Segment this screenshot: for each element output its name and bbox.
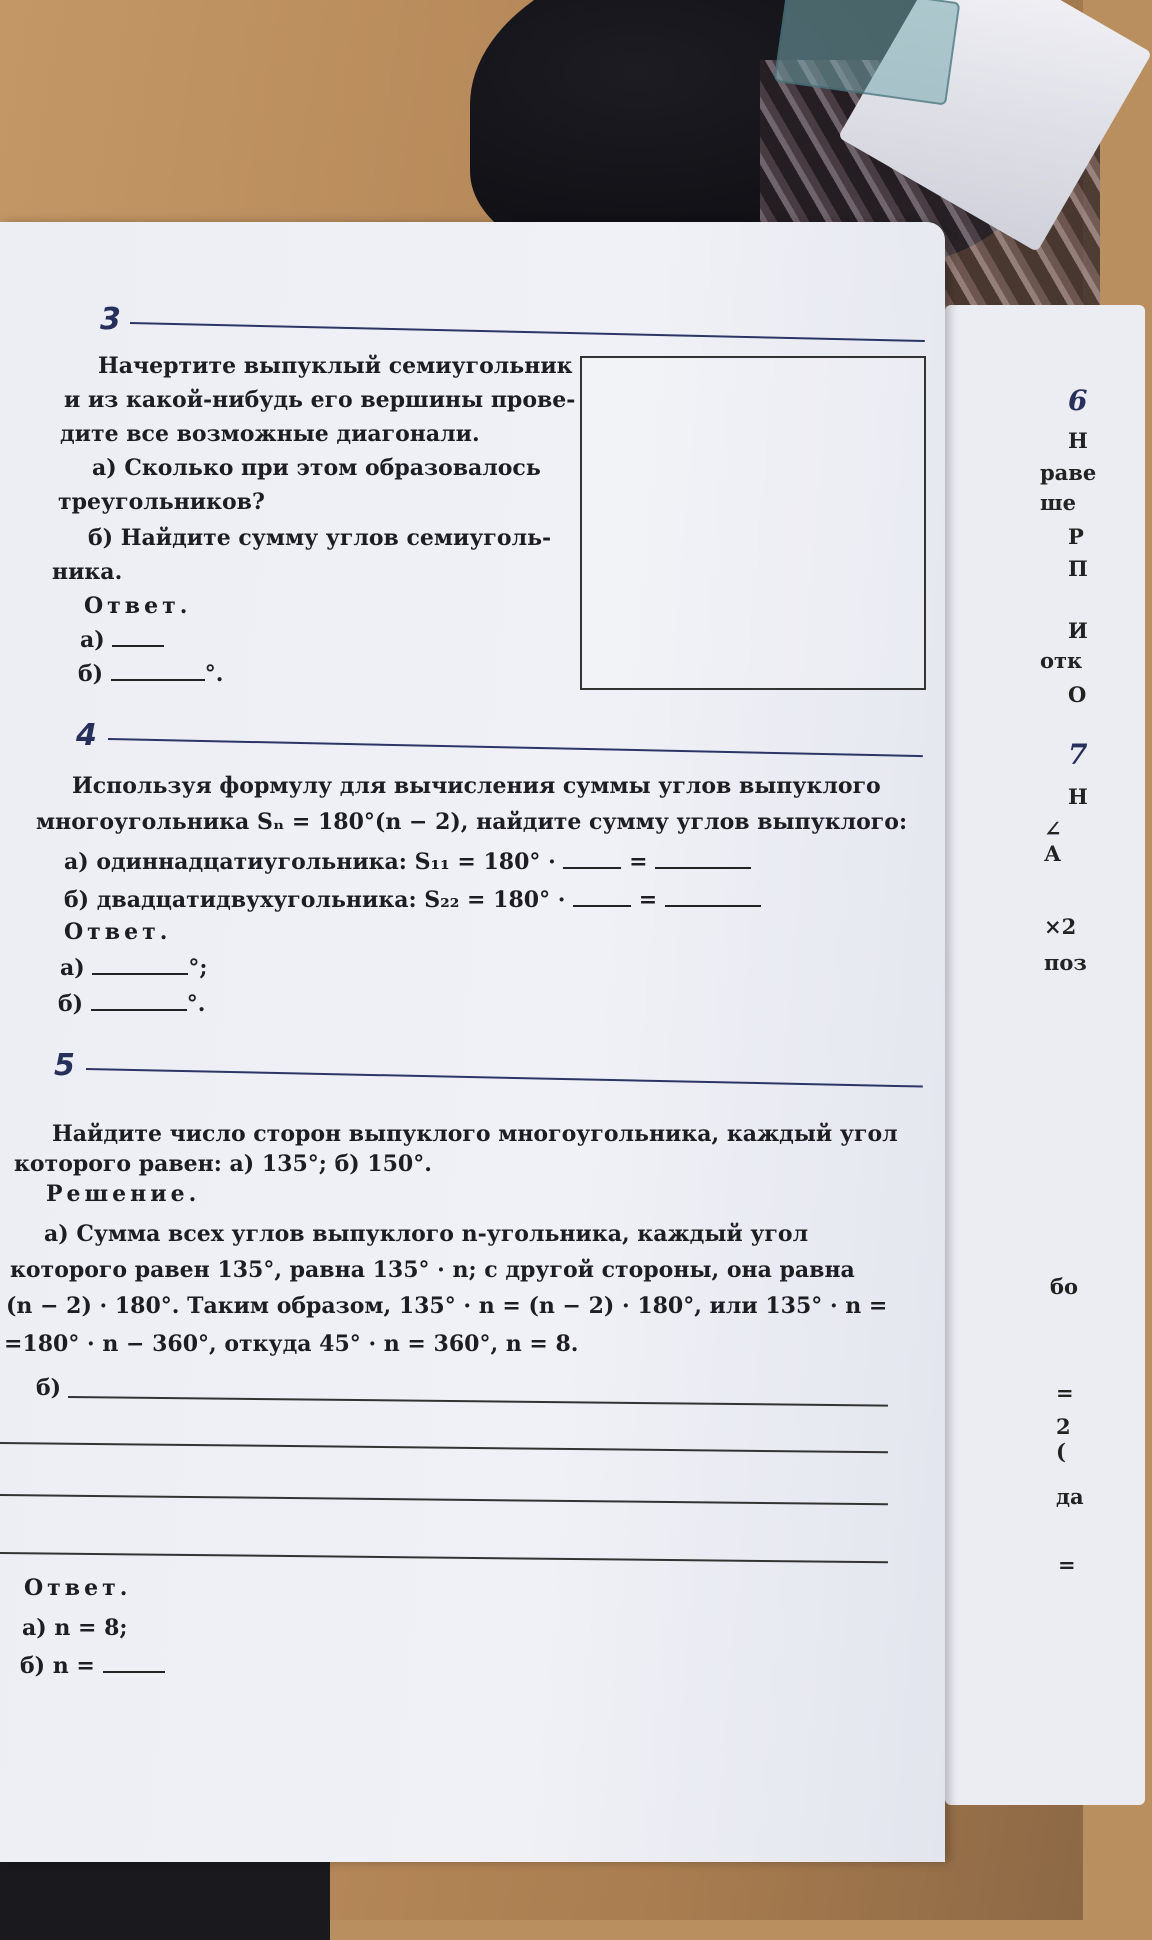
right-fragment-0: 6 <box>1068 384 1088 417</box>
task4-line-1: Используя формулу для вычисления суммы углов выпуклого <box>72 773 881 799</box>
task5-answer-b-blank[interactable] <box>103 1671 165 1673</box>
task4-answer-a-blank[interactable] <box>92 973 188 975</box>
task4-answer-a-label: а) <box>60 955 85 981</box>
right-fragment-11: ∠ А <box>1044 816 1062 866</box>
right-fragment-7: отк <box>1040 648 1083 673</box>
right-fragment-3: ше <box>1040 490 1076 515</box>
task5-b-label: б) <box>36 1375 62 1401</box>
task3-line-5: треугольников? <box>58 489 265 515</box>
task4-item-b <box>64 884 761 916</box>
task4-answer-b-label: б) <box>58 991 84 1017</box>
task5-line-2: которого равен: а) 135°; б) 150°. <box>14 1151 432 1177</box>
task5-answer-b-label: б) n = <box>20 1653 95 1679</box>
task3-line-7: ника. <box>52 559 123 585</box>
task5-answer-label: Ответ. <box>24 1575 132 1601</box>
task4-answer-b <box>58 988 205 1020</box>
task3-line-1: Начертите выпуклый семиугольник <box>98 353 573 379</box>
task4-answer-label: Ответ. <box>64 919 172 945</box>
task4-item-a <box>64 846 751 878</box>
right-fragment-1: Н <box>1068 428 1088 453</box>
task3-answer-b-blank[interactable] <box>111 679 205 681</box>
task3-line-6: б) Найдите сумму углов семиуголь- <box>88 525 552 551</box>
task3-line-3: дите все возможные диагонали. <box>60 421 480 447</box>
right-fragment-18: = <box>1058 1552 1076 1577</box>
task3-answer-a-label: а) <box>80 627 105 653</box>
task3-answer-a <box>80 624 164 656</box>
task4-answer-a-deg: °; <box>188 955 208 981</box>
right-fragment-8: О <box>1068 682 1087 707</box>
task3-line-4: а) Сколько при этом образовалось <box>92 455 541 481</box>
task5-solution-2: которого равен 135°, равна 135° · n; с другой стороны, она равна <box>10 1257 855 1283</box>
task5-solution-4: =180° · n − 360°, откуда 45° · n = 360°, n = 8. <box>4 1331 579 1357</box>
right-fragment-9: 7 <box>1068 738 1088 771</box>
task4-item-b-eq: = <box>638 887 658 913</box>
task4-answer-b-blank[interactable] <box>91 1009 187 1011</box>
task5-number: 5 <box>54 1048 75 1083</box>
task4-item-a-blank-2[interactable] <box>655 867 751 869</box>
task5-solution-1: а) Сумма всех углов выпуклого n-угольника, каждый угол <box>44 1221 809 1247</box>
task5-answer-a: а) n = 8; <box>22 1615 128 1641</box>
task3-line-2: и из какой-нибудь его вершины прове- <box>64 387 576 413</box>
task3-answer-a-blank[interactable] <box>112 645 164 647</box>
task4-item-b-blank-2[interactable] <box>665 905 761 907</box>
task4-item-b-blank-1[interactable] <box>573 905 631 907</box>
task4-item-b-text: б) двадцатидвухугольника: S₂₂ = 180° · <box>64 887 566 913</box>
task3-degree: °. <box>204 661 224 687</box>
task4-answer-b-deg: °. <box>186 991 206 1017</box>
right-fragment-17: да <box>1056 1484 1084 1509</box>
right-fragment-6: И <box>1068 618 1088 643</box>
task4-number: 4 <box>76 718 97 753</box>
right-fragment-10: Н <box>1068 784 1088 809</box>
task3-number: 3 <box>100 302 121 337</box>
task4-item-a-eq: = <box>629 849 648 875</box>
right-fragment-14: бо <box>1050 1274 1079 1299</box>
right-fragment-4: Р <box>1068 524 1084 549</box>
right-fragment-5: П <box>1068 556 1088 581</box>
task5-line-1: Найдите число сторон выпуклого многоугольника, каждый угол <box>52 1121 898 1147</box>
task4-answer-a <box>60 952 207 984</box>
right-fragment-12: ×2 <box>1044 914 1077 939</box>
right-fragment-2: раве <box>1040 460 1097 485</box>
task4-item-a-blank-1[interactable] <box>563 867 621 869</box>
task3-answer-b-label: б) <box>78 661 104 687</box>
right-fragment-15: = <box>1056 1380 1074 1405</box>
task3-answer-label: Ответ. <box>84 593 192 619</box>
task4-item-a-text: а) одиннадцатиугольника: S₁₁ = 180° · <box>64 849 556 875</box>
right-fragment-13: поз <box>1044 950 1087 975</box>
task3-drawing-box[interactable] <box>580 356 926 690</box>
task3-answer-b <box>78 658 223 690</box>
task5-answer-b <box>20 1650 165 1682</box>
task4-line-2: многоугольника Sₙ = 180°(n − 2), найдите сумму углов выпуклого: <box>36 809 908 835</box>
right-fragment-16: 2 ( <box>1056 1414 1071 1464</box>
right-page <box>945 305 1145 1805</box>
task5-solution-3: (n − 2) · 180°. Таким образом, 135° · n = (n − 2) · 180°, или 135° · n = <box>6 1293 888 1319</box>
task5-solution-label: Решение. <box>46 1181 201 1207</box>
